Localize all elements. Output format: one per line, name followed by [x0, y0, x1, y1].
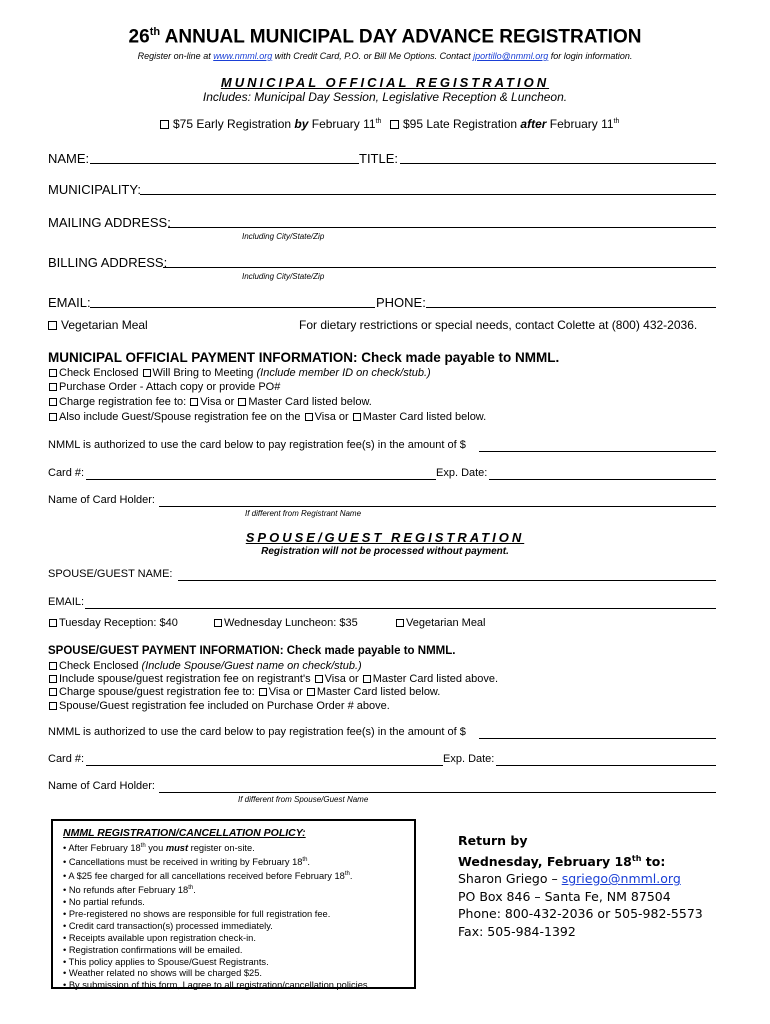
policy-item: • After February 18th you must register on-site. [63, 843, 255, 854]
late-sup: th [613, 118, 620, 125]
guest-email-field[interactable] [85, 608, 716, 609]
policy-title: NMML REGISTRATION/CANCELLATION POLICY: [63, 827, 306, 839]
billing-address-field[interactable] [163, 267, 716, 268]
late-after: after [520, 117, 547, 131]
municipality-field[interactable] [140, 194, 716, 195]
guest-check-checkbox[interactable] [49, 662, 57, 670]
include-visa-label: Visa or [314, 411, 352, 423]
guest-include-visa-label: Visa or [324, 673, 362, 685]
check-enclosed-checkbox[interactable] [49, 369, 57, 377]
luncheon-checkbox[interactable] [214, 619, 222, 627]
guest-charge-visa-label: Visa or [268, 686, 306, 698]
guest-card-authorization-text: NMML is authorized to use the card below to pay registration fee(s) in the amount of $ [48, 726, 466, 738]
email-label: EMAIL: [48, 295, 91, 310]
policy-item: • Registration confirmations will be emailed. [63, 944, 243, 955]
phone-field[interactable] [426, 307, 716, 308]
guest-include-label: Include spouse/guest registration fee on registrant's [59, 673, 314, 685]
charge-mastercard-checkbox[interactable] [238, 398, 246, 406]
subline-mid: with Credit Card, P.O. or Bill Me Options. Contact [272, 51, 474, 61]
guest-card-number-field[interactable] [86, 765, 443, 766]
guest-include-mastercard-checkbox[interactable] [363, 675, 371, 683]
charge-fee-checkbox[interactable] [49, 398, 57, 406]
guest-vegetarian-checkbox[interactable] [396, 619, 404, 627]
policy-item: • Weather related no shows will be charged $25. [63, 968, 262, 979]
late-registration-option[interactable] [390, 117, 619, 131]
card-holder-field[interactable] [159, 506, 716, 507]
reception-label: Tuesday Reception: $40 [59, 617, 178, 629]
mailing-address-field[interactable] [168, 227, 716, 228]
amount-field[interactable] [479, 451, 716, 452]
guest-card-holder-field[interactable] [159, 792, 716, 793]
guest-exp-date-field[interactable] [496, 765, 716, 766]
guest-charge-label: Charge spouse/guest registration fee to: [59, 686, 258, 698]
early-date: February 11 [308, 117, 376, 131]
page-title [0, 26, 770, 48]
card-holder-hint: If different from Registrant Name [245, 509, 362, 518]
name-label: NAME: [48, 151, 90, 166]
include-mastercard-checkbox[interactable] [353, 413, 361, 421]
policy-item: • No refunds after February 18th. [63, 885, 196, 896]
include-guest-label: Also include Guest/Spouse registration fee on the [59, 411, 304, 423]
policy-item: • A $25 fee charged for all cancellations received before February 18th. [63, 871, 353, 882]
guest-po-checkbox[interactable] [49, 702, 57, 710]
policy-item: • Pre-registered no shows are responsible for full registration fee. [63, 908, 331, 919]
guest-include-mastercard-label: Master Card listed above. [372, 673, 499, 685]
guest-registration-heading: SPOUSE/GUEST REGISTRATION [245, 530, 525, 545]
guest-po-label: Spouse/Guest registration fee included on Purchase Order # above. [59, 700, 390, 712]
policy-item: • Receipts available upon registration check-in. [63, 932, 256, 943]
policy-item: • No partial refunds. [63, 897, 145, 907]
guest-charge-mastercard-label: Master Card listed below. [316, 686, 441, 698]
policy-item: • By submission of this form, I agree to all registration/cancellation policies. [63, 980, 371, 991]
guest-check-label: Check Enclosed [59, 660, 142, 672]
reception-option[interactable] [48, 617, 178, 629]
charge-fee-label: Charge registration fee to: [59, 396, 190, 408]
payment-heading: MUNICIPAL OFFICIAL PAYMENT INFORMATION: Check made payable to NMML. [48, 350, 560, 365]
return-email-link[interactable]: sgriego@nmml.org [561, 871, 681, 887]
guest-charge-option [48, 686, 440, 698]
purchase-order-option[interactable] [48, 381, 280, 393]
early-label: $75 Early Registration [173, 117, 295, 131]
include-guest-fee-option [48, 411, 486, 423]
vegetarian-meal-option[interactable] [48, 318, 148, 332]
purchase-order-label: Purchase Order - Attach copy or provide PO# [59, 381, 281, 393]
return-contact: Sharon Griego – sgriego@nmml.org [458, 871, 681, 887]
guest-payment-note: Registration will not be processed without payment. [261, 546, 509, 557]
phone-label: PHONE: [376, 295, 426, 310]
guest-include-visa-checkbox[interactable] [315, 675, 323, 683]
card-number-field[interactable] [86, 479, 436, 480]
guest-payment-heading: SPOUSE/GUEST PAYMENT INFORMATION: Check made payable to NMML. [48, 645, 456, 657]
card-holder-label: Name of Card Holder: [48, 494, 155, 506]
early-sup: th [375, 118, 382, 125]
title-sup: th [149, 26, 161, 38]
municipality-label: MUNICIPALITY: [48, 182, 141, 197]
include-mastercard-label: Master Card listed below. [362, 411, 487, 423]
include-guest-fee-checkbox[interactable] [49, 413, 57, 421]
exp-date-label: Exp. Date: [436, 467, 488, 479]
exp-date-field[interactable] [489, 479, 716, 480]
mailing-hint: Including City/State/Zip [242, 232, 325, 241]
return-address: PO Box 846 – Santa Fe, NM 87504 [458, 888, 671, 904]
billing-address-label: BILLING ADDRESS: [48, 255, 168, 270]
official-registration-heading: MUNICIPAL OFFICIAL REGISTRATION [220, 75, 550, 90]
return-phone: Phone: 800-432-2036 or 505-982-5573 [458, 906, 703, 922]
late-date: February 11 [546, 117, 614, 131]
guest-charge-checkbox[interactable] [49, 688, 57, 696]
return-deadline: Wednesday, February 18th to: [458, 853, 666, 869]
bring-note: (Include member ID on check/stub.) [256, 367, 431, 379]
guest-vegetarian-option[interactable] [395, 617, 486, 629]
charge-mastercard-label: Master Card listed below. [248, 396, 372, 408]
policy-item: • Cancellations must be received in writing by February 18th. [63, 857, 311, 868]
bring-to-meeting-checkbox[interactable] [143, 369, 151, 377]
subline-post: for login information. [548, 51, 633, 61]
guest-amount-field[interactable] [479, 738, 716, 739]
subline-pre: Register on-line at [137, 51, 214, 61]
guest-include-checkbox[interactable] [49, 675, 57, 683]
guest-include-option [48, 673, 498, 685]
return-fax: Fax: 505-984-1392 [458, 923, 576, 939]
guest-card-holder-label: Name of Card Holder: [48, 780, 155, 792]
mailing-address-label: MAILING ADDRESS: [48, 215, 171, 230]
policy-item: • This policy applies to Spouse/Guest Registrants. [63, 956, 269, 967]
email-field[interactable] [90, 307, 375, 308]
dietary-note: For dietary restrictions or special needs, contact Colette at (800) 432-2036. [299, 318, 698, 332]
include-visa-checkbox[interactable] [305, 413, 313, 421]
return-info [458, 832, 703, 940]
check-enclosed-label: Check Enclosed [59, 367, 142, 379]
guest-charge-visa-checkbox[interactable] [259, 688, 267, 696]
name-field[interactable] [90, 163, 359, 164]
guest-check-option[interactable] [48, 660, 362, 672]
title-field[interactable] [400, 163, 716, 164]
contact-email-link[interactable]: jportillo@nmml.org [473, 51, 549, 61]
card-number-label: Card #: [48, 467, 85, 479]
title-rest: ANNUAL MUNICIPAL DAY ADVANCE REGISTRATION [160, 26, 642, 48]
vegetarian-checkbox[interactable] [48, 321, 57, 330]
billing-hint: Including City/State/Zip [242, 272, 325, 281]
reception-checkbox[interactable] [49, 619, 57, 627]
guest-vegetarian-label: Vegetarian Meal [406, 617, 486, 629]
guest-po-option[interactable] [48, 700, 390, 712]
title-label: TITLE: [359, 151, 399, 166]
guest-card-holder-hint: If different from Spouse/Guest Name [238, 795, 369, 804]
vegetarian-label: Vegetarian Meal [61, 318, 148, 332]
charge-visa-label: Visa or [200, 396, 238, 408]
charge-visa-checkbox[interactable] [190, 398, 198, 406]
guest-exp-date-label: Exp. Date: [443, 753, 495, 765]
guest-name-label: SPOUSE/GUEST NAME: [48, 568, 173, 580]
guest-name-field[interactable] [178, 580, 716, 581]
luncheon-label: Wednesday Luncheon: $35 [224, 617, 358, 629]
late-registration-checkbox[interactable] [390, 120, 399, 129]
bring-label: Will Bring to Meeting [152, 367, 257, 379]
early-registration-option[interactable] [160, 117, 381, 131]
cancellation-policy-box [51, 819, 416, 989]
online-registration-note [0, 51, 770, 61]
early-by: by [294, 117, 309, 131]
title-prefix: 26 [128, 26, 150, 48]
return-by: Return by [458, 833, 528, 848]
guest-card-number-label: Card #: [48, 753, 85, 765]
guest-email-label: EMAIL: [48, 596, 85, 608]
guest-check-note: (Include Spouse/Guest name on check/stub.) [141, 660, 362, 672]
payment-check-row [48, 367, 431, 379]
policy-item: • Credit card transaction(s) processed immediately. [63, 920, 273, 931]
includes-note: Includes: Municipal Day Session, Legislative Reception & Luncheon. [202, 90, 568, 104]
charge-fee-option [48, 396, 372, 408]
luncheon-option[interactable] [213, 617, 358, 629]
card-authorization-text: NMML is authorized to use the card below to pay registration fee(s) in the amount of $ [48, 439, 466, 451]
purchase-order-checkbox[interactable] [49, 383, 57, 391]
late-label: $95 Late Registration [403, 117, 521, 131]
website-link[interactable]: www.nmml.org [213, 51, 273, 61]
early-registration-checkbox[interactable] [160, 120, 169, 129]
guest-charge-mastercard-checkbox[interactable] [307, 688, 315, 696]
